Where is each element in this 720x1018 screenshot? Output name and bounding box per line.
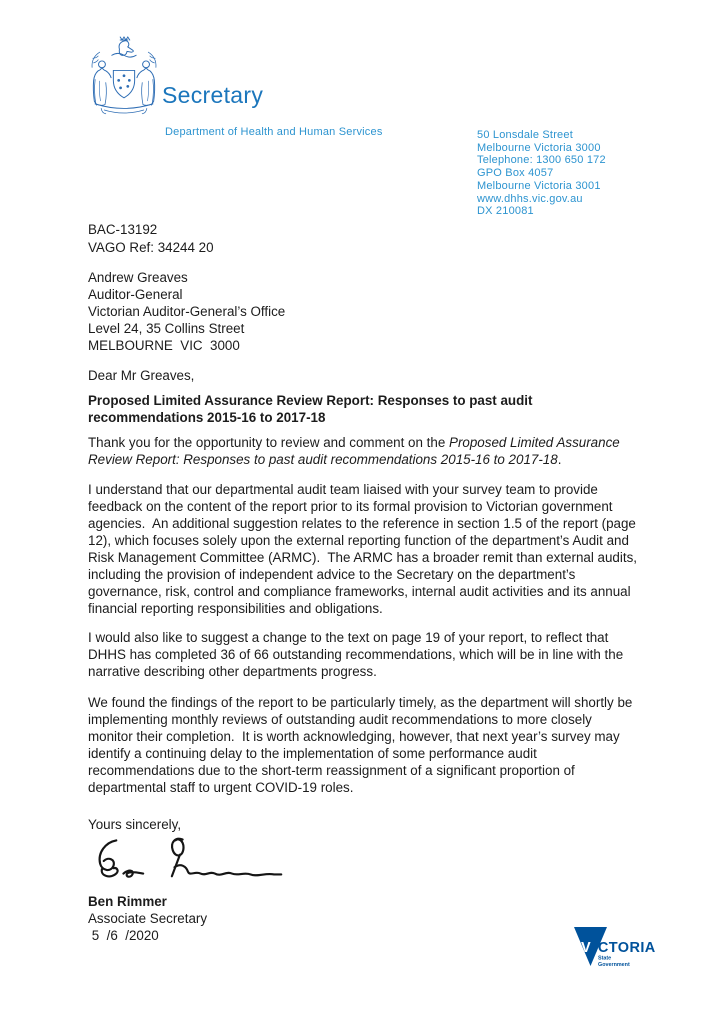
paragraph-1 <box>88 434 637 468</box>
page-title: Secretary <box>162 82 264 108</box>
text-run: We found the findings of the report to be particularly timely, as the department will shortly be implementing monthly reviews of outstanding audit recommendations to more closely monitor their completion. It is worth acknowledging, however, that next year’s survey may identify a continuing delay to the implementation of some performance audit recommendations due to the short-term reassignment of a significant proportion of departmental staff to urgent COVID-19 roles. <box>88 695 637 795</box>
text-run: Proposed Limited Assurance Review Report: Responses to past audit recommendations 2015-16 to 2017-18 <box>88 435 624 467</box>
logo-wordmark-rest: ICTORIA <box>593 940 656 956</box>
reference-block <box>88 221 637 257</box>
text-run: Thank you for the opportunity to review and comment on the <box>88 435 450 450</box>
coat-of-arms-icon <box>86 32 162 118</box>
signatory-block <box>88 893 637 944</box>
salutation: Dear Mr Greaves, <box>88 368 195 383</box>
address-telephone: Telephone: 1300 650 172 <box>477 154 606 167</box>
address-dx: DX 210081 <box>477 205 534 218</box>
recipient-name: Andrew Greaves <box>88 270 188 285</box>
text-run: . <box>557 452 562 467</box>
victoria-government-logo <box>574 926 662 976</box>
reference-bac: BAC-13192 <box>88 222 158 237</box>
logo-tagline-state: State <box>598 955 612 962</box>
recipient-title: Auditor-General <box>88 287 183 302</box>
letter-date: 5 /6 /2020 <box>88 928 159 943</box>
signature-image <box>88 835 288 887</box>
text-run: I would also like to suggest a change to the text on page 19 of your report, to reflect that DHHS has completed 36 of 66 outstanding recommendations, which will be in line with the narrative describing other departments progress. <box>88 630 627 679</box>
signatory-title: Associate Secretary <box>88 911 208 926</box>
department-name: Department of Health and Human Services <box>165 126 383 138</box>
paragraph-3 <box>88 629 637 680</box>
recipient-street: Level 24, 35 Collins Street <box>88 321 245 336</box>
subject-line: Proposed Limited Assurance Review Report: Responses to past audit recommendations 2015-16 to 2017-18 <box>88 393 537 425</box>
signatory-name: Ben Rimmer <box>88 894 167 909</box>
recipient-city: MELBOURNE VIC 3000 <box>88 338 240 353</box>
contact-address <box>477 129 606 218</box>
closing-phrase: Yours sincerely, <box>88 817 182 832</box>
logo-tagline-government: Government <box>598 962 630 968</box>
paragraph-2 <box>88 481 641 617</box>
text-run: I understand that our departmental audit team liaised with your survey team to provide feedback on the content of the report prior to its formal provision to Victorian government agencies. An additional suggestion relates to the reference in section 1.5 of the report (page 12), which focuses solely upon the external reporting function of the department’s Audit and Risk Management Committee (ARMC). The ARMC has a broader remit than external audits, including the provision of independent advice to the Secretary on the department’s governance, risk, control and compliance frameworks, internal audit activities and its annual financial reporting responsibilities and obligations. <box>88 482 641 616</box>
address-gpo-box: GPO Box 4057 <box>477 167 554 180</box>
paragraph-4 <box>88 694 637 796</box>
recipient-office: Victorian Auditor-General’s Office <box>88 304 286 319</box>
address-city: Melbourne Victoria 3000 <box>477 141 601 154</box>
address-website: www.dhhs.vic.gov.au <box>477 192 583 205</box>
logo-wordmark-v: V <box>581 940 591 956</box>
address-postal-city: Melbourne Victoria 3001 <box>477 179 601 192</box>
address-street: 50 Lonsdale Street <box>477 129 573 141</box>
recipient-block <box>88 269 637 354</box>
letter-body <box>88 221 641 944</box>
reference-vago: VAGO Ref: 34244 20 <box>88 240 214 255</box>
